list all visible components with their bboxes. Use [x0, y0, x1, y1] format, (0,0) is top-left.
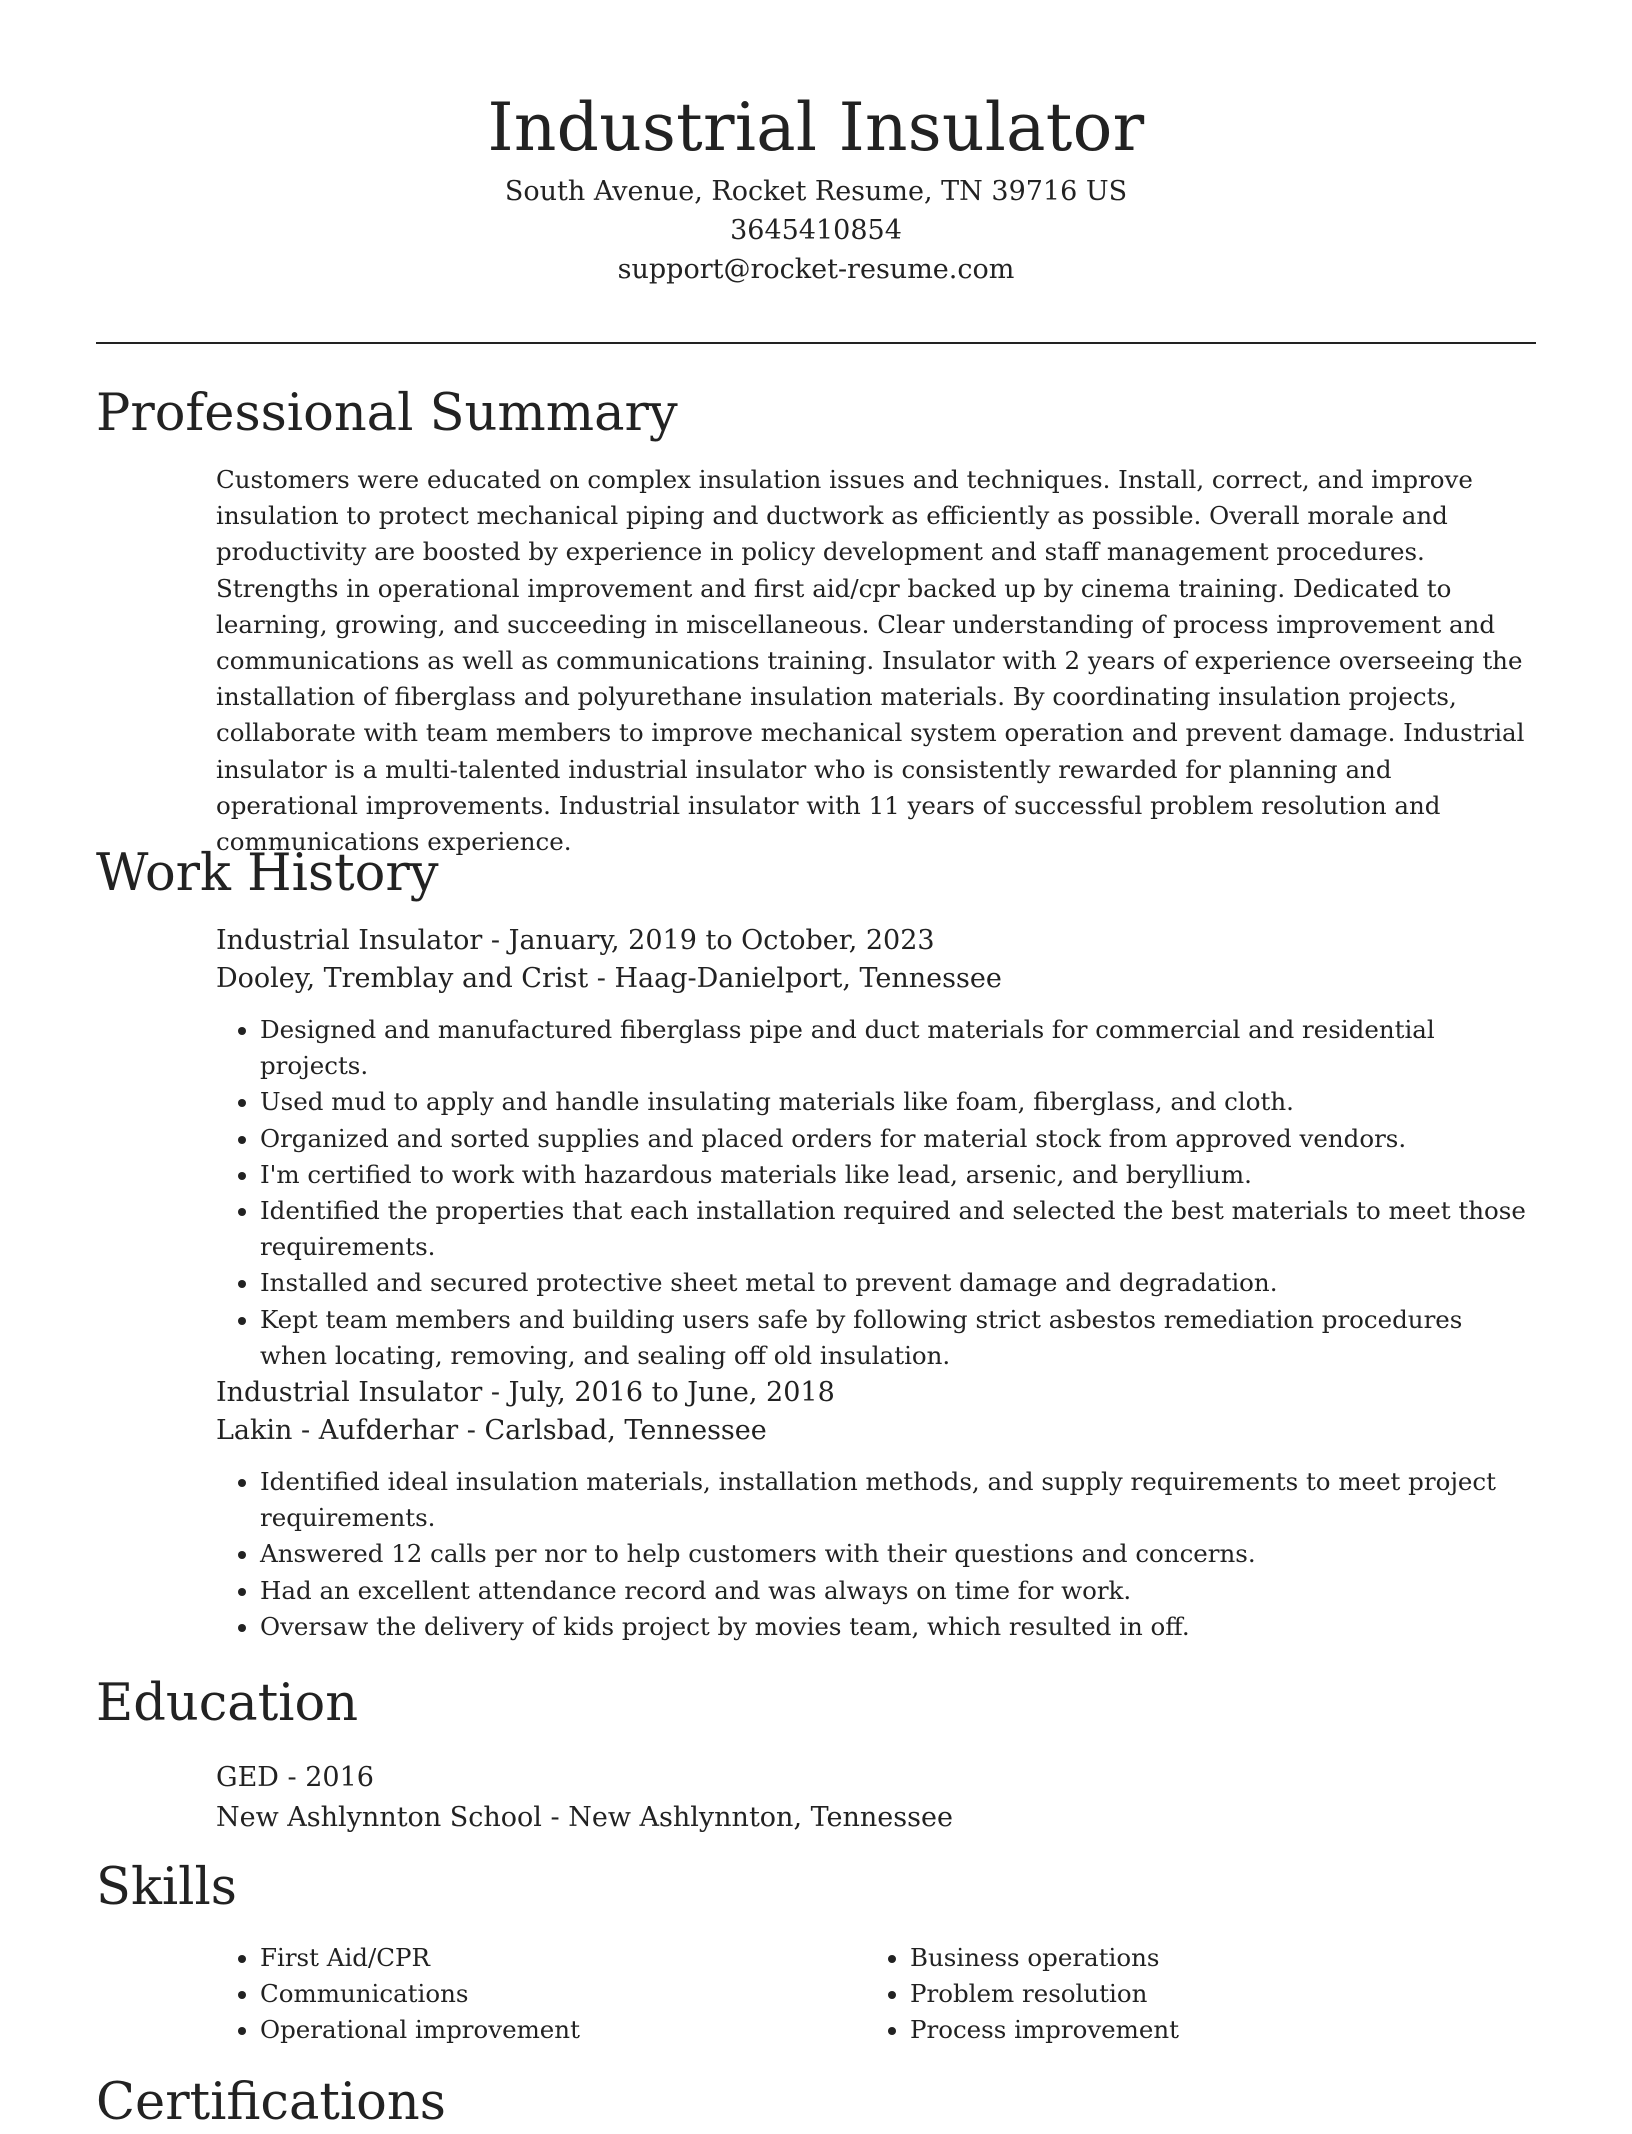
resume-header	[96, 84, 1536, 289]
skills-list-right	[866, 1940, 1516, 2049]
phone-number: 3645410854	[730, 215, 902, 246]
job-title: Industrial Insulator	[216, 925, 483, 956]
skill-item: • First Aid/CPR	[260, 1940, 866, 1976]
list-item: • Identified the properties that each installation required and selected the best materials to meet those requirements.	[260, 1193, 1536, 1265]
list-item: • Installed and secured protective sheet metal to prevent damage and degradation.	[260, 1265, 1536, 1301]
job-dates: - January, 2019 to October, 2023	[482, 925, 935, 956]
school-location: - New Ashlynnton, Tennessee	[541, 1802, 953, 1833]
skills-list-left	[216, 1940, 866, 2049]
list-item: • Answered 12 calls per nor to help customers with their questions and concerns.	[260, 1536, 1536, 1572]
section-title-work-history: Work History	[96, 844, 439, 903]
professional-summary-text: Customers were educated on complex insulation issues and techniques. Install, correct, and improve insulation to protect mechanical piping and ductwork as efficiently as possible. Overall morale and productivity are boosted by experience in policy development and staff management procedures. Strengths in operational improvement and first aid/cpr backed up by cinema training. Dedicated to learning, growing, and succeeding in miscellaneous. Clear understanding of process improvement and communications as well as communications training. Insulator with 2 years of experience overseeing the installation of fiberglass and polyurethane insulation materials. By coordinating insulation projects, collaborate with team members to improve mechanical system operation and prevent damage. Industrial insulator is a multi-talented industrial insulator who is consistently rewarded for planning and operational improvements. Industrial insulator with 11 years of successful problem resolution and communications experience.	[216, 465, 1525, 857]
skill-item: • Problem resolution	[910, 1976, 1516, 2012]
job-title-line	[216, 1374, 1536, 1412]
job-title-line	[216, 922, 1536, 960]
job-entry	[216, 1374, 1536, 1645]
school-line	[216, 1798, 1536, 1838]
job-employer-line	[216, 1412, 1536, 1450]
candidate-name: Industrial Insulator	[487, 89, 1145, 166]
list-item: • Had an excellent attendance record and was always on time for work.	[260, 1573, 1536, 1609]
job-employer-line	[216, 960, 1536, 998]
job-responsibilities-list	[216, 1464, 1536, 1645]
section-title-skills: Skills	[96, 1858, 237, 1917]
skill-item: • Business operations	[910, 1940, 1516, 1976]
degree: GED	[216, 1762, 279, 1793]
section-title-education: Education	[96, 1674, 359, 1733]
job-dates: - July, 2016 to June, 2018	[482, 1377, 835, 1408]
skill-item: • Communications	[260, 1976, 866, 2012]
skill-item: • Operational improvement	[260, 2012, 866, 2048]
school-name: New Ashlynnton School	[216, 1802, 542, 1833]
header-divider	[96, 342, 1536, 344]
skill-item: • Process improvement	[910, 2012, 1516, 2048]
list-item: • Used mud to apply and handle insulating materials like foam, fiberglass, and cloth.	[260, 1084, 1536, 1120]
list-item: • Designed and manufactured fiberglass pipe and duct materials for commercial and residential projects.	[260, 1012, 1536, 1084]
degree-line	[216, 1758, 1536, 1798]
employer-name: Lakin - Aufderhar	[216, 1415, 459, 1446]
job-title: Industrial Insulator	[216, 1377, 483, 1408]
job-responsibilities-list	[216, 1012, 1536, 1374]
job-location: - Carlsbad, Tennessee	[458, 1415, 767, 1446]
skills-grid	[216, 1940, 1536, 2049]
list-item: • Identified ideal insulation materials, installation methods, and supply requirements to meet project requirements.	[260, 1464, 1536, 1536]
email-address: support@rocket-resume.com	[617, 254, 1015, 285]
list-item: • Kept team members and building users safe by following strict asbestos remediation procedures when locating, removing, and sealing off old insulation.	[260, 1302, 1536, 1374]
employer-name: Dooley, Tremblay and Crist	[216, 963, 589, 994]
job-entry	[216, 922, 1536, 1374]
section-title-professional-summary: Professional Summary	[96, 384, 678, 443]
list-item: • I'm certified to work with hazardous materials like lead, arsenic, and beryllium.	[260, 1157, 1536, 1193]
section-title-certifications: Certifications	[96, 2073, 446, 2132]
list-item: • Oversaw the delivery of kids project by movies team, which resulted in off.	[260, 1609, 1536, 1645]
address: South Avenue, Rocket Resume, TN 39716 US	[504, 176, 1128, 207]
job-location: - Haag-Danielport, Tennessee	[588, 963, 1002, 994]
education-entry	[216, 1758, 1536, 1838]
list-item: • Organized and sorted supplies and placed orders for material stock from approved vendors.	[260, 1121, 1536, 1157]
graduation-year: - 2016	[278, 1762, 374, 1793]
